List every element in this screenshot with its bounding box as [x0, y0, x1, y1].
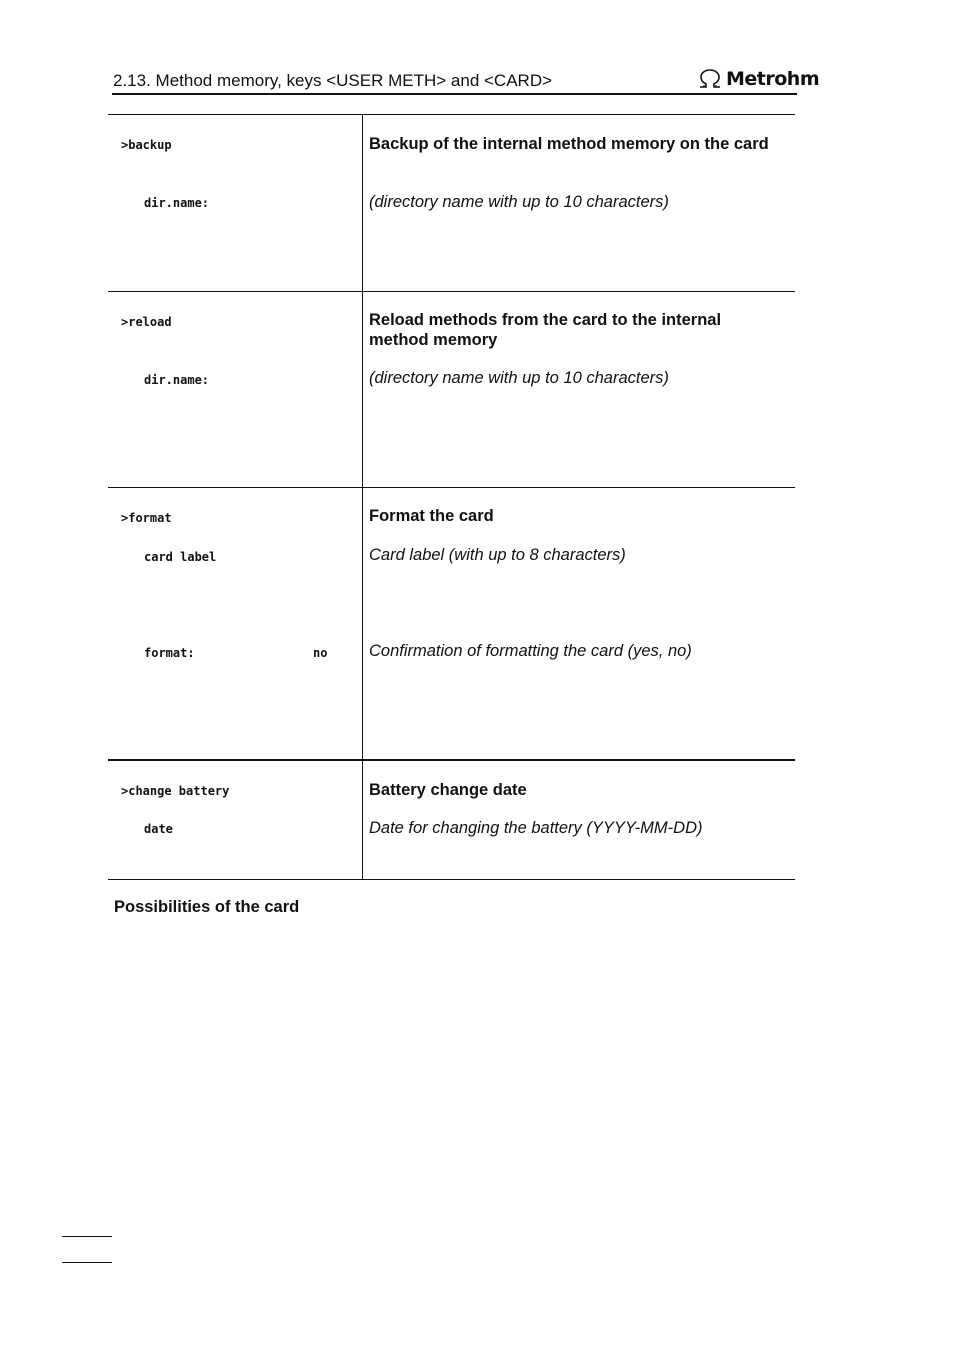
omega-icon [697, 69, 723, 89]
command-label: >reload [121, 315, 172, 329]
row-note: (directory name with up to 10 characters) [369, 193, 669, 211]
footer-rule [62, 1236, 112, 1237]
logo-wordmark: Metrohm [726, 68, 820, 90]
metrohm-logo [697, 67, 819, 91]
section-heading: Possibilities of the card [114, 898, 300, 916]
parameter-table [108, 114, 795, 880]
row-note: Card label (with up to 8 characters) [369, 546, 626, 564]
command-label: >backup [121, 138, 172, 152]
row-note: Date for changing the battery (YYYY-MM-DD) [369, 819, 703, 837]
column-divider [362, 488, 363, 759]
param-label: dir.name: [144, 373, 210, 387]
table-row [108, 115, 795, 292]
row-title: Format the card [369, 507, 494, 525]
page-title: 2.13. Method memory, keys <USER METH> and <CARD> [113, 71, 553, 90]
column-divider [362, 115, 363, 291]
row-title: Reload methods from the card to the internal method memory [369, 311, 722, 349]
row-note: Confirmation of formatting the card (yes, no) [369, 642, 692, 660]
param-label: format: [144, 646, 195, 660]
table-row [108, 292, 795, 488]
header-rule [112, 93, 797, 95]
row-note: (directory name with up to 10 characters) [369, 369, 669, 387]
row-title: Backup of the internal method memory on the card [369, 135, 769, 153]
table-row [108, 488, 795, 761]
param-label: date [144, 822, 173, 836]
column-divider [362, 292, 363, 487]
footer-rule [62, 1262, 112, 1263]
param-label: dir.name: [144, 196, 210, 210]
command-label: >change battery [121, 784, 230, 798]
param-value: no [313, 646, 328, 660]
column-divider [362, 761, 363, 879]
table-row [108, 761, 795, 880]
command-label: >format [121, 511, 172, 525]
param-label: card label [144, 550, 217, 564]
row-title: Battery change date [369, 781, 527, 799]
